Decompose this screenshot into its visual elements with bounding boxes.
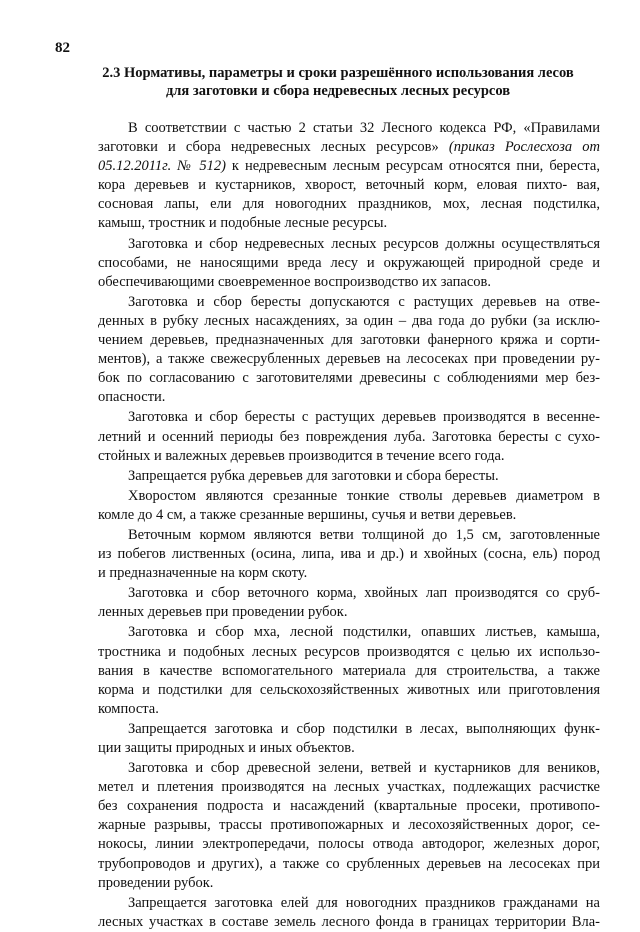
paragraph-line: ленных деревьев при проведении рубок. xyxy=(98,604,348,621)
paragraph-line: компоста. xyxy=(98,700,159,717)
paragraph-line: Заготовка и сбор недревесных лесных ресурсов должны осуществляться xyxy=(128,235,600,252)
paragraph-line: кора деревьев и кустарников, хворост, веточный корм, еловая пихто- вая, xyxy=(98,177,600,194)
paragraph-line: из побегов лиственных (осина, липа, ива и др.) и хвойных (сосна, ель) пород xyxy=(98,546,600,563)
section-heading xyxy=(62,64,614,100)
paragraph-line: Веточным кормом являются ветви толщиной до 1,5 см, заготовленные xyxy=(128,526,600,543)
paragraph-11 xyxy=(98,759,600,893)
paragraph-line: Запрещается заготовка и сбор подстилки в лесах, выполняющих функ- xyxy=(128,720,600,737)
paragraph-line: лесных участках в составе земель лесного фонда в границах территории Вла- xyxy=(98,913,600,930)
paragraph-line: Заготовка и сбор бересты с растущих деревьев производятся в весенне- xyxy=(128,409,600,426)
paragraph-line: и предназначенные на корм скоту. xyxy=(98,565,308,582)
paragraph-3 xyxy=(98,293,600,408)
paragraph-line xyxy=(98,157,600,176)
heading-line-2: для заготовки и сбора недревесных лесных ресурсов xyxy=(165,83,511,99)
paragraph-5 xyxy=(98,467,600,486)
paragraph-line: денных в рубку лесных насаждениях, за один – два года до рубки (за исклю- xyxy=(98,312,600,329)
paragraph-line: способами, не наносящими вреда лесу и окружающей природной среде и xyxy=(98,254,600,271)
paragraph-line: Заготовка и сбор мха, лесной подстилки, опавших листьев, камыша, xyxy=(128,624,600,641)
paragraph-line: проведении рубок. xyxy=(98,874,214,891)
paragraph-line: метел и плетения производятся на лесных участках, подлежащих расчистке xyxy=(98,779,600,796)
text-span: заготовки и сбора недревесных лесных ресурсов» xyxy=(98,139,449,156)
paragraph-7 xyxy=(98,526,600,583)
paragraph-line: опасности. xyxy=(98,389,166,406)
paragraph-line: летний и осенний периоды без повреждения луба. Заготовка бересты с сухо- xyxy=(98,428,600,445)
page-number: 82 xyxy=(55,40,70,56)
paragraph-9 xyxy=(98,623,600,718)
paragraph-12 xyxy=(98,894,600,932)
paragraph-1 xyxy=(98,119,600,234)
paragraph-line: тростника и подобных лесных ресурсов производятся с целью их использо- xyxy=(98,643,600,660)
paragraph-10 xyxy=(98,720,600,758)
body-text xyxy=(98,119,600,932)
paragraph-line: Запрещается заготовка елей для новогодних праздников гражданами на xyxy=(128,894,600,911)
paragraph-line: трубопроводов и других), а также со срубленных деревьев на лесосеках при xyxy=(98,855,600,872)
paragraph-line: Заготовка и сбор древесной зелени, ветвей и кустарников для веников, xyxy=(128,760,600,777)
paragraph-line: Хворостом являются срезанные тонкие стволы деревьев диаметром в xyxy=(128,487,600,504)
paragraph-line: В соответствии с частью 2 статьи 32 Лесного кодекса РФ, «Правилами xyxy=(128,120,600,136)
paragraph-line: Заготовка и сбор веточного корма, хвойных лап производятся со сруб- xyxy=(128,585,600,602)
paragraph-line: без сохранения подроста и насаждений (квартальные просеки, противопо- xyxy=(98,798,600,815)
paragraph-4 xyxy=(98,408,600,465)
paragraph-6 xyxy=(98,487,600,525)
paragraph-line: ментов), а также свежесрубленных деревьев на лесосеках при проведении ру- xyxy=(98,351,600,368)
text-span: к недревесным лесным ресурсам относятся пни, береста, xyxy=(225,158,600,175)
paragraph-line: обеспечивающими своевременное воспроизводство их запасов. xyxy=(98,273,492,290)
paragraph-line: бок по согласованию с заготовителями древесины с соблюдениями мер без- xyxy=(98,370,600,387)
paragraph-line: жарные разрывы, трассы противопожарных и лесохозяйственных дорог, се- xyxy=(98,817,600,834)
paragraph-line: корма и подстилки для сельскохозяйственных животных или приготовления xyxy=(98,681,600,698)
italic-date: 05.12.2011г. № 512) xyxy=(98,158,226,175)
paragraph-line: Заготовка и сбор бересты допускаются с растущих деревьев на отве- xyxy=(128,293,600,310)
paragraph-line: вания в качестве вспомогательного материала для строительства, а также xyxy=(98,662,600,679)
paragraph-line: Запрещается рубка деревьев для заготовки и сбора бересты. xyxy=(128,467,499,484)
paragraph-line: нокосы, линии электропередачи, полосы отвода автодорог, железных дорог, xyxy=(98,836,600,853)
heading-line-1: 2.3 Нормативы, параметры и сроки разрешённого использования лесов xyxy=(102,65,574,81)
paragraph-8 xyxy=(98,584,600,622)
paragraph-line: комле до 4 см, а также срезанные вершины, сучья и ветви деревьев. xyxy=(98,506,517,523)
paragraph-line-mixed xyxy=(98,138,600,157)
paragraph-2 xyxy=(98,235,600,292)
paragraph-line: стойных и валежных деревьев производится в течение всего года. xyxy=(98,447,505,464)
paragraph-line: ции защиты природных и иных объектов. xyxy=(98,740,355,756)
italic-reference: (приказ Рослесхоза от xyxy=(448,139,600,156)
paragraph-line: чением деревьев, предназначенных для заготовки фанерного кряжа и сорти- xyxy=(98,332,600,349)
paragraph-line: сосновая лапы, ели для новогодних праздников, мох, лесная подстилка, xyxy=(98,196,600,213)
paragraph-line: камыш, тростник и подобные лесные ресурсы. xyxy=(98,215,388,232)
